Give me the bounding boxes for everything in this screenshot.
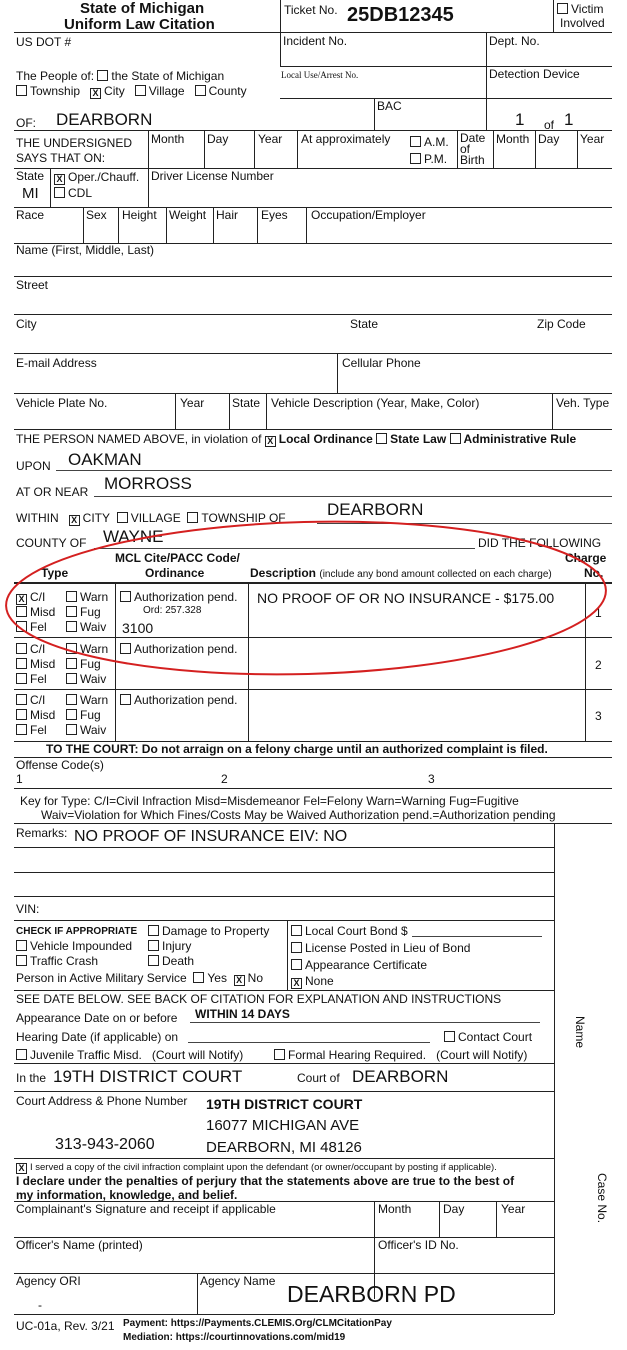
violation-line: THE PERSON NAMED ABOVE, in violation of X Local Ordinance State Law Administrative Rule bbox=[16, 432, 577, 446]
am-checkbox[interactable]: A.M. bbox=[410, 135, 449, 149]
victim-checkbox[interactable]: Victim bbox=[557, 2, 603, 16]
ticket-number: 25DB12345 bbox=[347, 4, 454, 26]
near-value: MORROSS bbox=[104, 474, 192, 493]
zip-label: Zip Code bbox=[537, 317, 586, 331]
bond-checkbox[interactable]: Local Court Bond $ bbox=[291, 924, 408, 938]
highlight-ellipse-shape bbox=[4, 514, 608, 682]
plate-label: Vehicle Plate No. bbox=[16, 396, 108, 410]
page-number: 1 bbox=[515, 110, 525, 129]
warn-checkbox[interactable]: Warn bbox=[66, 590, 108, 604]
state-value: MI bbox=[22, 185, 39, 202]
auth-pend-checkbox[interactable]: Authorization pend. bbox=[120, 642, 237, 656]
incident-label: Incident No. bbox=[283, 34, 348, 48]
charge-number: 3 bbox=[595, 709, 602, 723]
weight-label: Weight bbox=[169, 208, 207, 222]
auth-pend-checkbox[interactable]: Authorization pend. bbox=[120, 693, 237, 707]
ci-checkbox[interactable]: C/I bbox=[16, 642, 45, 656]
upon-label: UPON bbox=[16, 459, 51, 473]
undersigned-line1: THE UNDERSIGNED bbox=[16, 136, 133, 150]
race-label: Race bbox=[16, 208, 45, 222]
crash-checkbox[interactable]: Traffic Crash bbox=[16, 954, 98, 968]
court-address-line2: 16077 MICHIGAN AVE bbox=[206, 1117, 360, 1134]
fug-checkbox[interactable]: Fug bbox=[66, 708, 101, 722]
ci-checkbox[interactable]: X C/I bbox=[16, 590, 45, 605]
hair-label: Hair bbox=[216, 208, 239, 222]
complainant-label: Complainant's Signature and receipt if applicable bbox=[16, 1202, 276, 1216]
fug-checkbox[interactable]: Fug bbox=[66, 657, 101, 671]
approx-label: At approximately bbox=[301, 132, 391, 146]
of-label: OF: bbox=[16, 116, 36, 130]
local-ordinance-checkbox[interactable]: X bbox=[265, 436, 276, 447]
month-label: Month bbox=[151, 132, 185, 146]
offense-code3: 3 bbox=[428, 772, 435, 786]
officer-id-label: Officer's ID No. bbox=[378, 1238, 459, 1252]
cell-label: Cellular Phone bbox=[342, 356, 421, 370]
dob-month-label: Month bbox=[496, 132, 530, 146]
dob-label3: Birth bbox=[460, 153, 485, 167]
people-label: The People of: the State of Michigan bbox=[16, 69, 225, 83]
misd-checkbox[interactable]: Misd bbox=[16, 657, 55, 671]
local-use-label: Local Use/Arrest No. bbox=[281, 70, 359, 80]
contact-court-checkbox[interactable]: Contact Court bbox=[444, 1030, 532, 1044]
death-checkbox[interactable]: Death bbox=[148, 954, 194, 968]
fug-checkbox[interactable]: Fug bbox=[66, 605, 101, 619]
offense-code2: 2 bbox=[221, 772, 228, 786]
key-line1: Key for Type: C/I=Civil Infraction Misd=Misdemeanor Fel=Felony Warn=Warning Fug=Fugitive bbox=[20, 794, 519, 808]
desc-head: Description (include any bond amount collected on each charge) bbox=[250, 566, 552, 580]
name-label: Name (First, Middle, Last) bbox=[16, 243, 155, 257]
charge-number: 2 bbox=[595, 658, 602, 672]
height-label: Height bbox=[122, 208, 157, 222]
sign-day-label: Day bbox=[443, 1202, 465, 1216]
declare-line2: my information, knowledge, and belief. bbox=[16, 1188, 238, 1202]
waiv-checkbox[interactable]: Waiv bbox=[66, 672, 106, 686]
eyes-label: Eyes bbox=[261, 208, 288, 222]
veh-state-label: State bbox=[232, 396, 261, 410]
page-of: of bbox=[544, 118, 555, 132]
court-in-value: 19TH DISTRICT COURT bbox=[53, 1067, 243, 1086]
declare-line1: I declare under the penalties of perjury that the statements above are true to the best of bbox=[16, 1174, 515, 1188]
side-name-label: Name bbox=[573, 1016, 587, 1049]
sign-month-label: Month bbox=[378, 1202, 412, 1216]
email-label: E-mail Address bbox=[16, 356, 97, 370]
ticket-label: Ticket No. bbox=[284, 3, 338, 17]
dob-label2: of bbox=[460, 142, 471, 156]
veh-year-label: Year bbox=[180, 396, 205, 410]
military-line: Person in Active Military Service Yes X No bbox=[16, 971, 263, 985]
fel-checkbox[interactable]: Fel bbox=[16, 672, 47, 686]
charge-number: 1 bbox=[595, 606, 602, 620]
form-title: Uniform Law Citation bbox=[64, 16, 215, 33]
county-label: COUNTY OF bbox=[16, 536, 87, 550]
dob-day-label: Day bbox=[538, 132, 560, 146]
payment-link[interactable]: Payment: https://Payments.CLEMIS.Org/CLMCitationPay bbox=[123, 1318, 392, 1329]
served-line: X I served a copy of the civil infraction complaint upon the defendant (or owner/occupant by posting if applicable). bbox=[16, 1162, 497, 1174]
court-address-line1: 19TH DISTRICT COURT bbox=[206, 1096, 363, 1112]
detection-label: Detection Device bbox=[489, 67, 580, 81]
day-label: Day bbox=[207, 132, 229, 146]
injury-checkbox[interactable]: Injury bbox=[148, 939, 191, 953]
warn-checkbox[interactable]: Warn bbox=[66, 642, 108, 656]
within-value: DEARBORN bbox=[327, 500, 424, 519]
of-value: DEARBORN bbox=[56, 110, 153, 129]
near-label: AT OR NEAR bbox=[16, 485, 89, 499]
remarks-label: Remarks: bbox=[16, 826, 68, 840]
fel-checkbox[interactable]: Fel bbox=[16, 620, 47, 634]
ci-checkbox[interactable]: C/I bbox=[16, 693, 45, 707]
served-checkbox[interactable]: X bbox=[16, 1163, 27, 1174]
court-note: TO THE COURT: Do not arraign on a felony charge until an authorized complaint is filed. bbox=[46, 742, 548, 756]
side-case-label: Case No. bbox=[595, 1173, 609, 1224]
juvenile-line: Juvenile Traffic Misd. (Court will Notify) bbox=[16, 1048, 243, 1062]
pm-checkbox[interactable]: P.M. bbox=[410, 152, 447, 166]
charge-description: NO PROOF OF OR NO INSURANCE - $175.00 bbox=[257, 590, 555, 606]
veh-type-label: Veh. Type bbox=[556, 396, 610, 410]
offense-code1: 1 bbox=[16, 772, 23, 786]
bac-label: BAC bbox=[377, 99, 402, 113]
cdl-checkbox[interactable]: CDL bbox=[54, 186, 92, 200]
agency-value: DEARBORN PD bbox=[287, 1281, 456, 1307]
page-total: 1 bbox=[564, 110, 574, 129]
dept-label: Dept. No. bbox=[489, 34, 540, 48]
oper-checkbox[interactable]: X Oper./Chauff. bbox=[54, 170, 139, 185]
within-city-checkbox[interactable]: X bbox=[69, 515, 80, 526]
auth-pend-checkbox[interactable]: Authorization pend. bbox=[120, 590, 237, 604]
agency-label: Agency Name bbox=[200, 1274, 276, 1288]
appear-value: WITHIN 14 DAYS bbox=[195, 1007, 290, 1021]
check-title: CHECK IF APPROPRIATE bbox=[16, 926, 138, 937]
misd-checkbox[interactable]: Misd bbox=[16, 708, 55, 722]
charge-head1: Charge bbox=[565, 551, 607, 565]
offense-label: Offense Code(s) bbox=[16, 758, 104, 772]
state-label: State bbox=[16, 169, 45, 183]
city-label: City bbox=[16, 317, 37, 331]
charge-head2: No. bbox=[584, 566, 604, 580]
veh-desc-label: Vehicle Description (Year, Make, Color) bbox=[271, 396, 480, 410]
ori-label: Agency ORI bbox=[16, 1274, 81, 1288]
military-no-checkbox[interactable]: X bbox=[234, 975, 245, 986]
victim-label2: Involved bbox=[560, 16, 605, 30]
pacc-code: 3100 bbox=[122, 620, 154, 636]
usdot-label: US DOT # bbox=[16, 35, 72, 49]
license-posted-checkbox[interactable]: License Posted in Lieu of Bond bbox=[291, 941, 470, 955]
court-address-line3: DEARBORN, MI 48126 bbox=[206, 1139, 362, 1156]
vin-label: VIN: bbox=[16, 902, 40, 916]
mcl-head2: Ordinance bbox=[145, 566, 205, 580]
none-checkbox[interactable]: X None bbox=[291, 974, 334, 989]
fel-checkbox[interactable]: Fel bbox=[16, 723, 47, 737]
form-number: UC-01a, Rev. 3/21 bbox=[16, 1319, 115, 1333]
mediation-link[interactable]: Mediation: https://courtinnovations.com/mid19 bbox=[123, 1332, 346, 1343]
court-of-label: Court of bbox=[297, 1071, 340, 1085]
remarks-value: NO PROOF OF INSURANCE EIV: NO bbox=[74, 828, 348, 845]
court-in-label: In the bbox=[16, 1071, 47, 1085]
appear-label: Appearance Date on or before bbox=[16, 1011, 178, 1025]
did-following: DID THE FOLLOWING bbox=[478, 536, 602, 550]
damage-checkbox[interactable]: Damage to Property bbox=[148, 924, 269, 938]
warn-checkbox[interactable]: Warn bbox=[66, 693, 108, 707]
waiv-checkbox[interactable]: Waiv bbox=[66, 723, 106, 737]
dob-year-label: Year bbox=[580, 132, 605, 146]
ordinance-cite: Ord: 257.328 bbox=[143, 605, 202, 616]
formal-line: Formal Hearing Required. (Court will Notify) bbox=[274, 1048, 527, 1062]
misd-checkbox[interactable]: Misd bbox=[16, 605, 55, 619]
court-of-value: DEARBORN bbox=[352, 1067, 449, 1086]
type-head: Type bbox=[41, 566, 69, 580]
mcl-head1: MCL Cite/PACC Code/ bbox=[115, 551, 240, 565]
license-label: Driver License Number bbox=[151, 169, 274, 183]
waiv-checkbox[interactable]: Waiv bbox=[66, 620, 106, 634]
hearing-label: Hearing Date (if applicable) on bbox=[16, 1030, 179, 1044]
key-line2: Waiv=Violation for Which Fines/Costs May be Waived Authorization pend.=Authorization pending bbox=[41, 808, 556, 822]
ori-value: - bbox=[38, 1298, 42, 1312]
address-state-label: State bbox=[350, 317, 379, 331]
court-phone: 313-943-2060 bbox=[55, 1136, 155, 1153]
court-address-label: Court Address & Phone Number bbox=[16, 1094, 188, 1108]
state-title: State of Michigan bbox=[80, 0, 205, 17]
sex-label: Sex bbox=[86, 208, 107, 222]
occupation-label: Occupation/Employer bbox=[311, 208, 426, 222]
street-label: Street bbox=[16, 278, 49, 292]
jurisdiction-options: Township X City Village County bbox=[16, 84, 247, 99]
upon-value: OAKMAN bbox=[68, 450, 142, 469]
undersigned-line2: SAYS THAT ON: bbox=[16, 151, 106, 165]
see-date-line: SEE DATE BELOW. SEE BACK OF CITATION FOR EXPLANATION AND INSTRUCTIONS bbox=[16, 992, 502, 1006]
sign-year-label: Year bbox=[501, 1202, 526, 1216]
appearance-cert-checkbox[interactable]: Appearance Certificate bbox=[291, 958, 427, 972]
dob-label1: Date bbox=[460, 131, 486, 145]
officer-name-label: Officer's Name (printed) bbox=[16, 1238, 143, 1252]
city-checkbox[interactable]: X bbox=[90, 88, 101, 99]
year-label: Year bbox=[258, 132, 283, 146]
within-line: WITHIN X CITY VILLAGE TOWNSHIP OF bbox=[16, 511, 286, 525]
impounded-checkbox[interactable]: Vehicle Impounded bbox=[16, 939, 132, 953]
county-value: WAYNE bbox=[103, 527, 164, 546]
